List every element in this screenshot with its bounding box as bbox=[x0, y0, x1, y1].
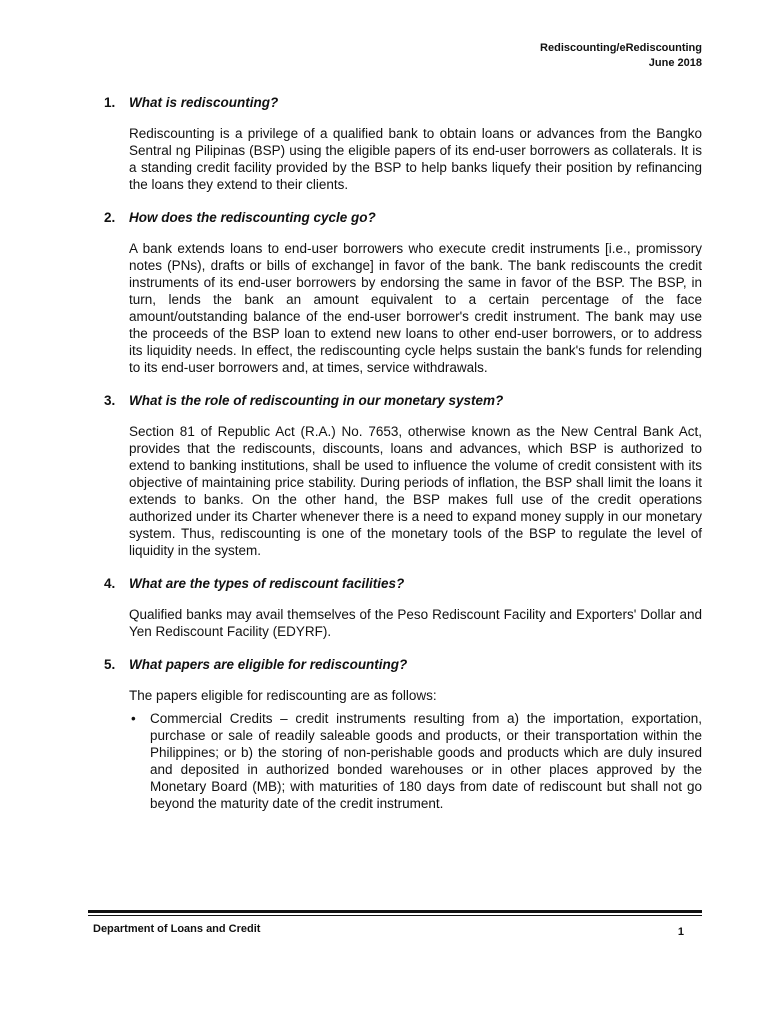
section-question: What is rediscounting? bbox=[129, 95, 279, 110]
section-number: 2. bbox=[104, 210, 116, 225]
faq-section-1 bbox=[104, 94, 702, 193]
section-question: How does the rediscounting cycle go? bbox=[129, 210, 376, 225]
faq-section-4 bbox=[104, 575, 702, 640]
eligible-papers-list bbox=[129, 710, 702, 812]
section-question: What are the types of rediscount facilities? bbox=[129, 576, 405, 591]
footer-divider-thin bbox=[88, 915, 702, 916]
page-number: 1 bbox=[677, 926, 684, 938]
section-number: 4. bbox=[104, 576, 116, 591]
header-date: June 2018 bbox=[648, 57, 702, 69]
section-number: 5. bbox=[104, 657, 116, 672]
section-answer: A bank extends loans to end-user borrowers who execute credit instruments [i.e., promissory notes (PNs), drafts or bills of exchange] in favor of the bank. The bank rediscounts the credit instruments of its end-user borrowers by endorsing the same in favor of the BSP. The BSP, in turn, lends the bank an amount equivalent to a certain percentage of the face amount/outstanding balance of the end-user borrower's credit instrument. The bank may use the proceeds of the BSP loan to extend new loans to other end-user borrowers, or to address its liquidity needs. In effect, the rediscounting cycle helps sustain the bank's funds for relending to its end-user borrowers and, at times, service withdrawals. bbox=[129, 241, 702, 375]
section-answer: The papers eligible for rediscounting are as follows: bbox=[129, 688, 437, 703]
section-answer: Rediscounting is a privilege of a qualified bank to obtain loans or advances from the Bangko Sentral ng Pilipinas (BSP) using the eligible papers of its end-user borrowers as collaterals. It is a standing credit facility provided by the BSP to help banks liquefy their position by refinancing the loans they extend to their clients. bbox=[129, 126, 702, 192]
faq-section-5 bbox=[104, 656, 702, 812]
header-title: Rediscounting/eRediscounting bbox=[540, 42, 702, 54]
list-item bbox=[129, 710, 702, 812]
list-item-text: Commercial Credits – credit instruments resulting from a) the importation, exportation, purchase or sale of readily saleable goods and products, or their transportation within the Philippines; or b) the storing of non-perishable goods and products which are duly insured and deposited in authorized bonded warehouses or in other places approved by the Monetary Board (MB); with maturities of 180 days from date of rediscount but shall not go beyond the maturity date of the credit instrument. bbox=[150, 711, 702, 811]
document-body bbox=[104, 94, 702, 812]
footer-divider-thick bbox=[88, 910, 702, 913]
section-number: 3. bbox=[104, 393, 116, 408]
faq-section-2 bbox=[104, 209, 702, 376]
bullet-icon: • bbox=[131, 711, 136, 726]
section-number: 1. bbox=[104, 95, 116, 110]
section-question: What is the role of rediscounting in our monetary system? bbox=[129, 393, 504, 408]
document-header bbox=[540, 41, 702, 71]
section-answer: Section 81 of Republic Act (R.A.) No. 7653, otherwise known as the New Central Bank Act, provides that the rediscounts, discounts, loans and advances, which BSP is authorized to extend to banking institutions, shall be used to influence the volume of credit consistent with its objective of maintaining price stability. During periods of inflation, the BSP shall limit the loans it extends to banks. On the other hand, the BSP makes full use of the credit operations authorized under its Charter whenever there is a need to expand money supply in our monetary system. Thus, rediscounting is one of the monetary tools of the BSP to regulate the level of liquidity in the system. bbox=[129, 424, 702, 558]
section-question: What papers are eligible for rediscounting? bbox=[129, 657, 408, 672]
footer-department: Department of Loans and Credit bbox=[93, 923, 261, 935]
faq-section-3 bbox=[104, 392, 702, 559]
section-answer: Qualified banks may avail themselves of the Peso Rediscount Facility and Exporters' Dollar and Yen Rediscount Facility (EDYRF). bbox=[129, 607, 702, 639]
